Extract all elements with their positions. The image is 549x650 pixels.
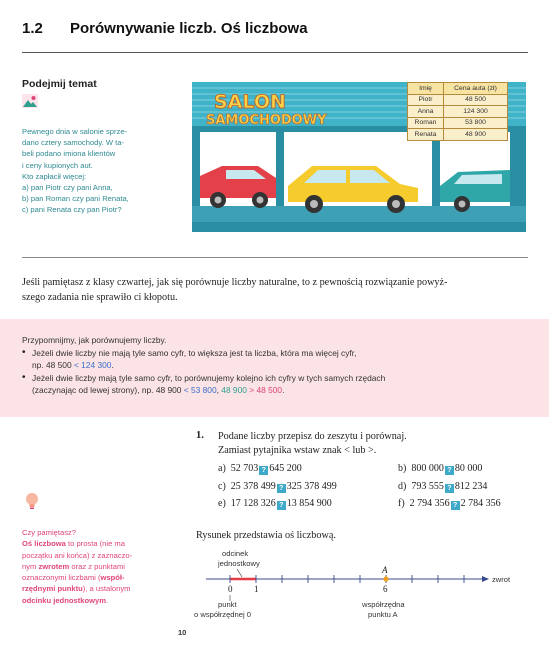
table-cell: 53 800 [444,117,508,129]
coordinate-label: współrzędna [362,600,405,609]
question-box: ? [259,466,268,475]
exercise-item-d: d) 793 555 ? 812 234 [398,481,488,492]
axis-arrow [482,576,489,582]
intro-heading: Podejmij temat [22,78,97,90]
figure-caption: Rysunek przedstawia oś liczbową. [196,530,336,541]
coordinate-label: punktu A [368,610,398,619]
table-header: Cena auta (zł) [444,83,508,95]
table-row [408,129,508,141]
question-box: ? [445,466,454,475]
table-cell: Roman [408,117,444,129]
tick-label-6: 6 [383,584,388,594]
direction-label: zwrot [492,575,511,584]
intro-text: Pewnego dnia w salonie sprze- dano cztery samochody. W ta- beli podano imiona klientów i ceny kupionych aut. Kto zapłacił więcej: a) pan Piotr czy pani Anna, b) pan Roman czy pani Renata, c) pani Renata czy pan Piotr? [22,127,129,215]
exercise-item-e: e) 17 128 326 ? 13 854 900 [218,498,332,509]
intro-paragraph: Jeśli pamiętasz z klasy czwartej, jak się porównuje liczby naturalne, to z pewnością rozwiązanie powyż- szego zadania nie sprawiło ci kłopotu. [22,277,448,303]
teal-car [440,170,510,212]
question-box: ? [277,484,286,493]
exercise-instructions: Podane liczby przepisz do zeszytu i porównaj. Zamiast pytajnika wstaw znak < lub >. [218,431,407,456]
definition-note: Czy pamiętasz? Oś liczbowa to prosta (nie ma początku ani końca) z zaznaczo- nym zwrotem oraz z punktami oznaczonymi liczbami (współ- rzędnymi punktu), a ustalonym odcinku jednostkowym. [22,528,133,605]
reminder-bullet: • Jeżeli dwie liczby nie mają tyle samo cyfr, to większa jest ta liczba, która ma więcej cyfr, np. 48 500 < 124 300. [22,347,532,372]
question-box: ? [445,484,454,493]
question-box: ? [451,501,460,510]
table-row [408,94,508,106]
exercise-item-c: c) 25 378 499 ? 325 378 499 [218,481,337,492]
exercise-number: 1. [196,430,204,441]
origin-label: punkt [218,600,237,609]
reminder-intro: Przypomnijmy, jak porównujemy liczby. [22,335,167,345]
question-box: ? [277,501,286,510]
sign-line2: SAMOCHODOWY [206,113,327,128]
yellow-car [288,166,418,213]
chapter-number: 1.2 [22,20,43,37]
reminder-content [22,334,532,397]
tick-label-1: 1 [254,584,259,594]
mountain-image-icon [22,94,38,108]
number-line-figure [192,545,522,620]
table-cell: Piotr [408,94,444,106]
sign-line1: SALON [214,91,286,113]
origin-label: o współrzędnej 0 [194,610,251,619]
exercise-item-b: b) 800 000 ? 80 000 [398,463,483,474]
tick-label-0: 0 [228,584,233,594]
unit-segment-label: jednostkowy [218,559,260,568]
lightbulb-icon [25,492,39,512]
header-divider [22,52,528,53]
point-a [383,576,388,581]
reminder-bullet: • Jeżeli dwie liczby mają tyle samo cyfr, to porównujemy kolejno ich cyfry w tych samych rzędach (zaczynając od lewej strony), np. 48 900 < 53 800, 48 900 > 48 500. [22,372,532,397]
unit-segment-label: odcinek [222,549,249,558]
exercise-item-a: a) 52 703 ? 645 200 [218,463,302,474]
table-row [408,106,508,118]
page-number: 10 [178,628,187,637]
chapter-title: Porównywanie liczb. Oś liczbowa [70,20,308,37]
table-cell: 124 300 [444,106,508,118]
table-cell: 48 500 [444,94,508,106]
table-row [408,117,508,129]
table-cell: 48 900 [444,129,508,141]
table-header-row [408,83,508,95]
point-a-label: A [382,565,388,575]
section-divider [22,257,528,258]
red-car [200,166,276,208]
table-header: Imię [408,83,444,95]
table-cell: Anna [408,106,444,118]
table-cell: Renata [408,129,444,141]
price-table [407,82,508,141]
exercise-item-f: f) 2 794 356 ? 2 784 356 [398,498,501,509]
